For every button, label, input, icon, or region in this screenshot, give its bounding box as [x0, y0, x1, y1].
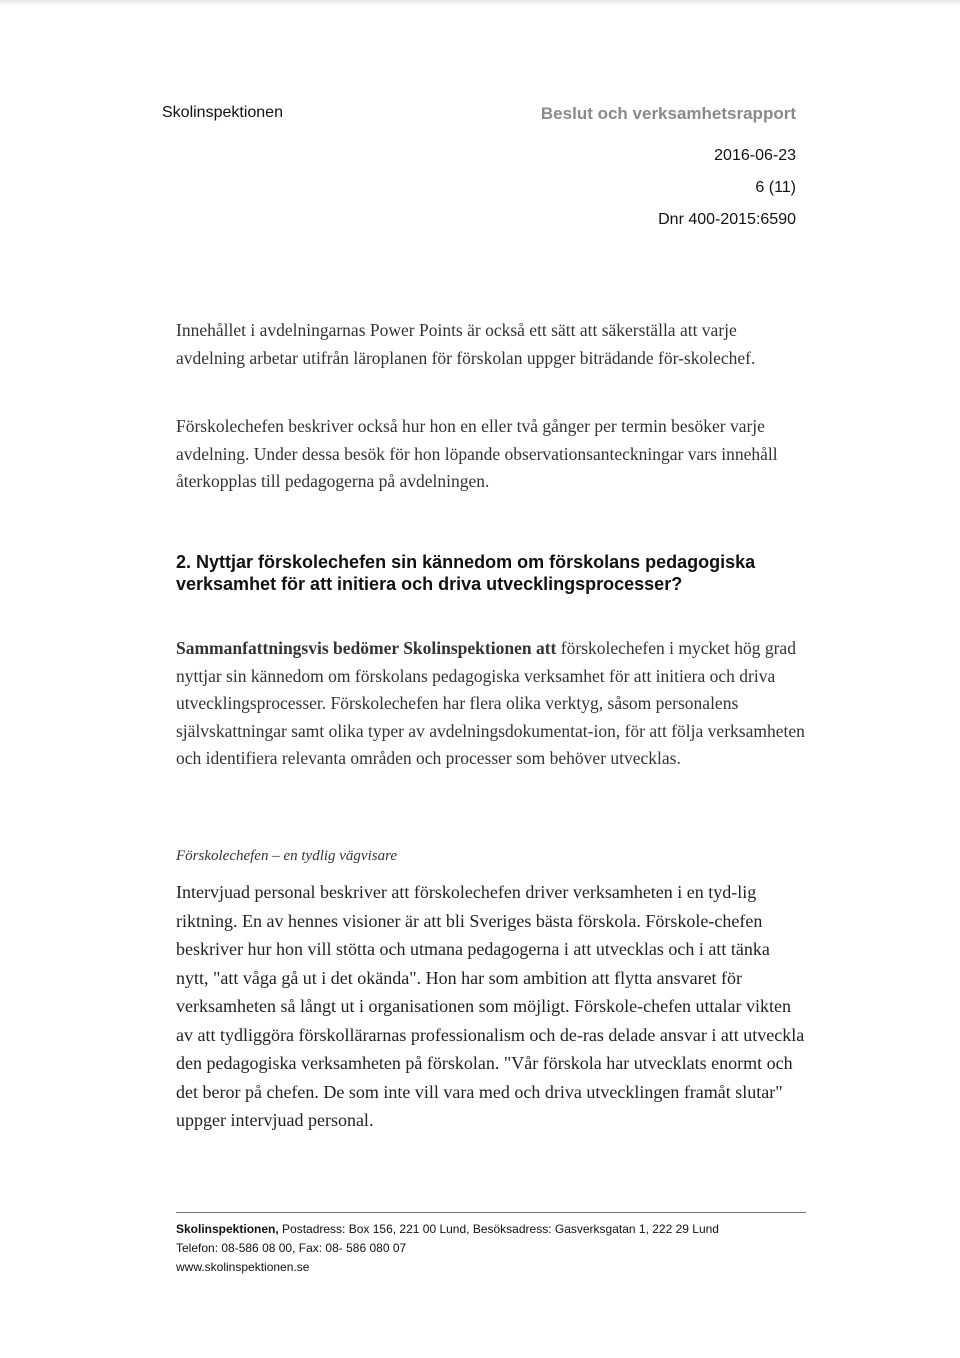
footer-org: Skolinspektionen, — [176, 1222, 279, 1236]
paragraph-interviews: Intervjuad personal beskriver att förskolechefen driver verksamheten i en tyd-lig riktning. En av hennes visioner är att bli Sveriges bästa förskola. Förskole-chefen beskriver hur hon vill stötta och utmana pedagogerna i att utvecklas och i att tänka nytt, "att våga gå ut i det okända". Hon har som ambition att flytta ansvaret för verksamheten så långt ut i organisationen som möjligt. Förskole-chefen uttalar vikten av att tydliggöra förskollärarnas professionalism och de-ras delade ansvar i att utveckla den pedagogiska verksamheten på förskolan. "Vår förskola har utvecklats enormt och det beror på chefen. De som inte vill vara med och driva utvecklingen framåt slutar" uppger intervjuad personal. — [176, 882, 805, 1130]
registration-number: Dnr 400-2015:6590 — [658, 211, 796, 228]
paragraph-powerpoints: Innehållet i avdelningarnas Power Points är också ett sätt att säkerställa att varje avdelning arbetar utifrån läroplanen för förskolan uppger biträdande för-skolechef. — [176, 320, 756, 368]
document-type — [541, 104, 796, 124]
footer — [176, 1220, 816, 1277]
scan-edge — [0, 0, 960, 6]
footer-website: www.skolinspektionen.se — [176, 1260, 310, 1274]
summary-text: förskolechefen i mycket hög grad nyttjar sin kännedom om förskolans pedagogiska verksamhet för att initiera och driva utvecklingsprocesser. Förskolechefen har flera olika verktyg, såsom personalens självskattningar samt olika typer av avdelningsdokumentat-ion, för att följa verksamheten och identifiera relevanta områden och processer som behöver utvecklas. — [176, 638, 805, 768]
footer-divider — [176, 1212, 806, 1213]
paragraph-visits: Förskolechefen beskriver också hur hon en eller två gånger per termin besöker varje avdelning. Under dessa besök för hon löpande observationsanteckningar vars innehåll återkopplas till pedagogerna på avdelningen. — [176, 416, 778, 491]
organization-name: Skolinspektionen — [162, 104, 283, 121]
section-heading: 2. Nyttjar förskolechefen sin kännedom om förskolans pedagogiska verksamhet för att initiera och driva utvecklingsprocesser? — [176, 552, 756, 594]
page-number: 6 (11) — [755, 179, 796, 196]
footer-address-line — [176, 1220, 816, 1239]
subsection-heading: Förskolechefen – en tydlig vägvisare — [176, 848, 398, 864]
paragraph-summary — [176, 635, 806, 773]
footer-phone: Telefon: 08-586 08 00, Fax: 08- 586 080 07 — [176, 1241, 407, 1255]
summary-lead: Sammanfattningsvis bedömer Skolinspektionen att — [176, 638, 557, 658]
document-date: 2016-06-23 — [714, 147, 796, 164]
document-type-label: Beslut och verksamhetsrapport — [540, 104, 796, 123]
footer-address: Postadress: Box 156, 221 00 Lund, Besöksadress: Gasverksgatan 1, 222 29 Lund — [278, 1222, 719, 1236]
